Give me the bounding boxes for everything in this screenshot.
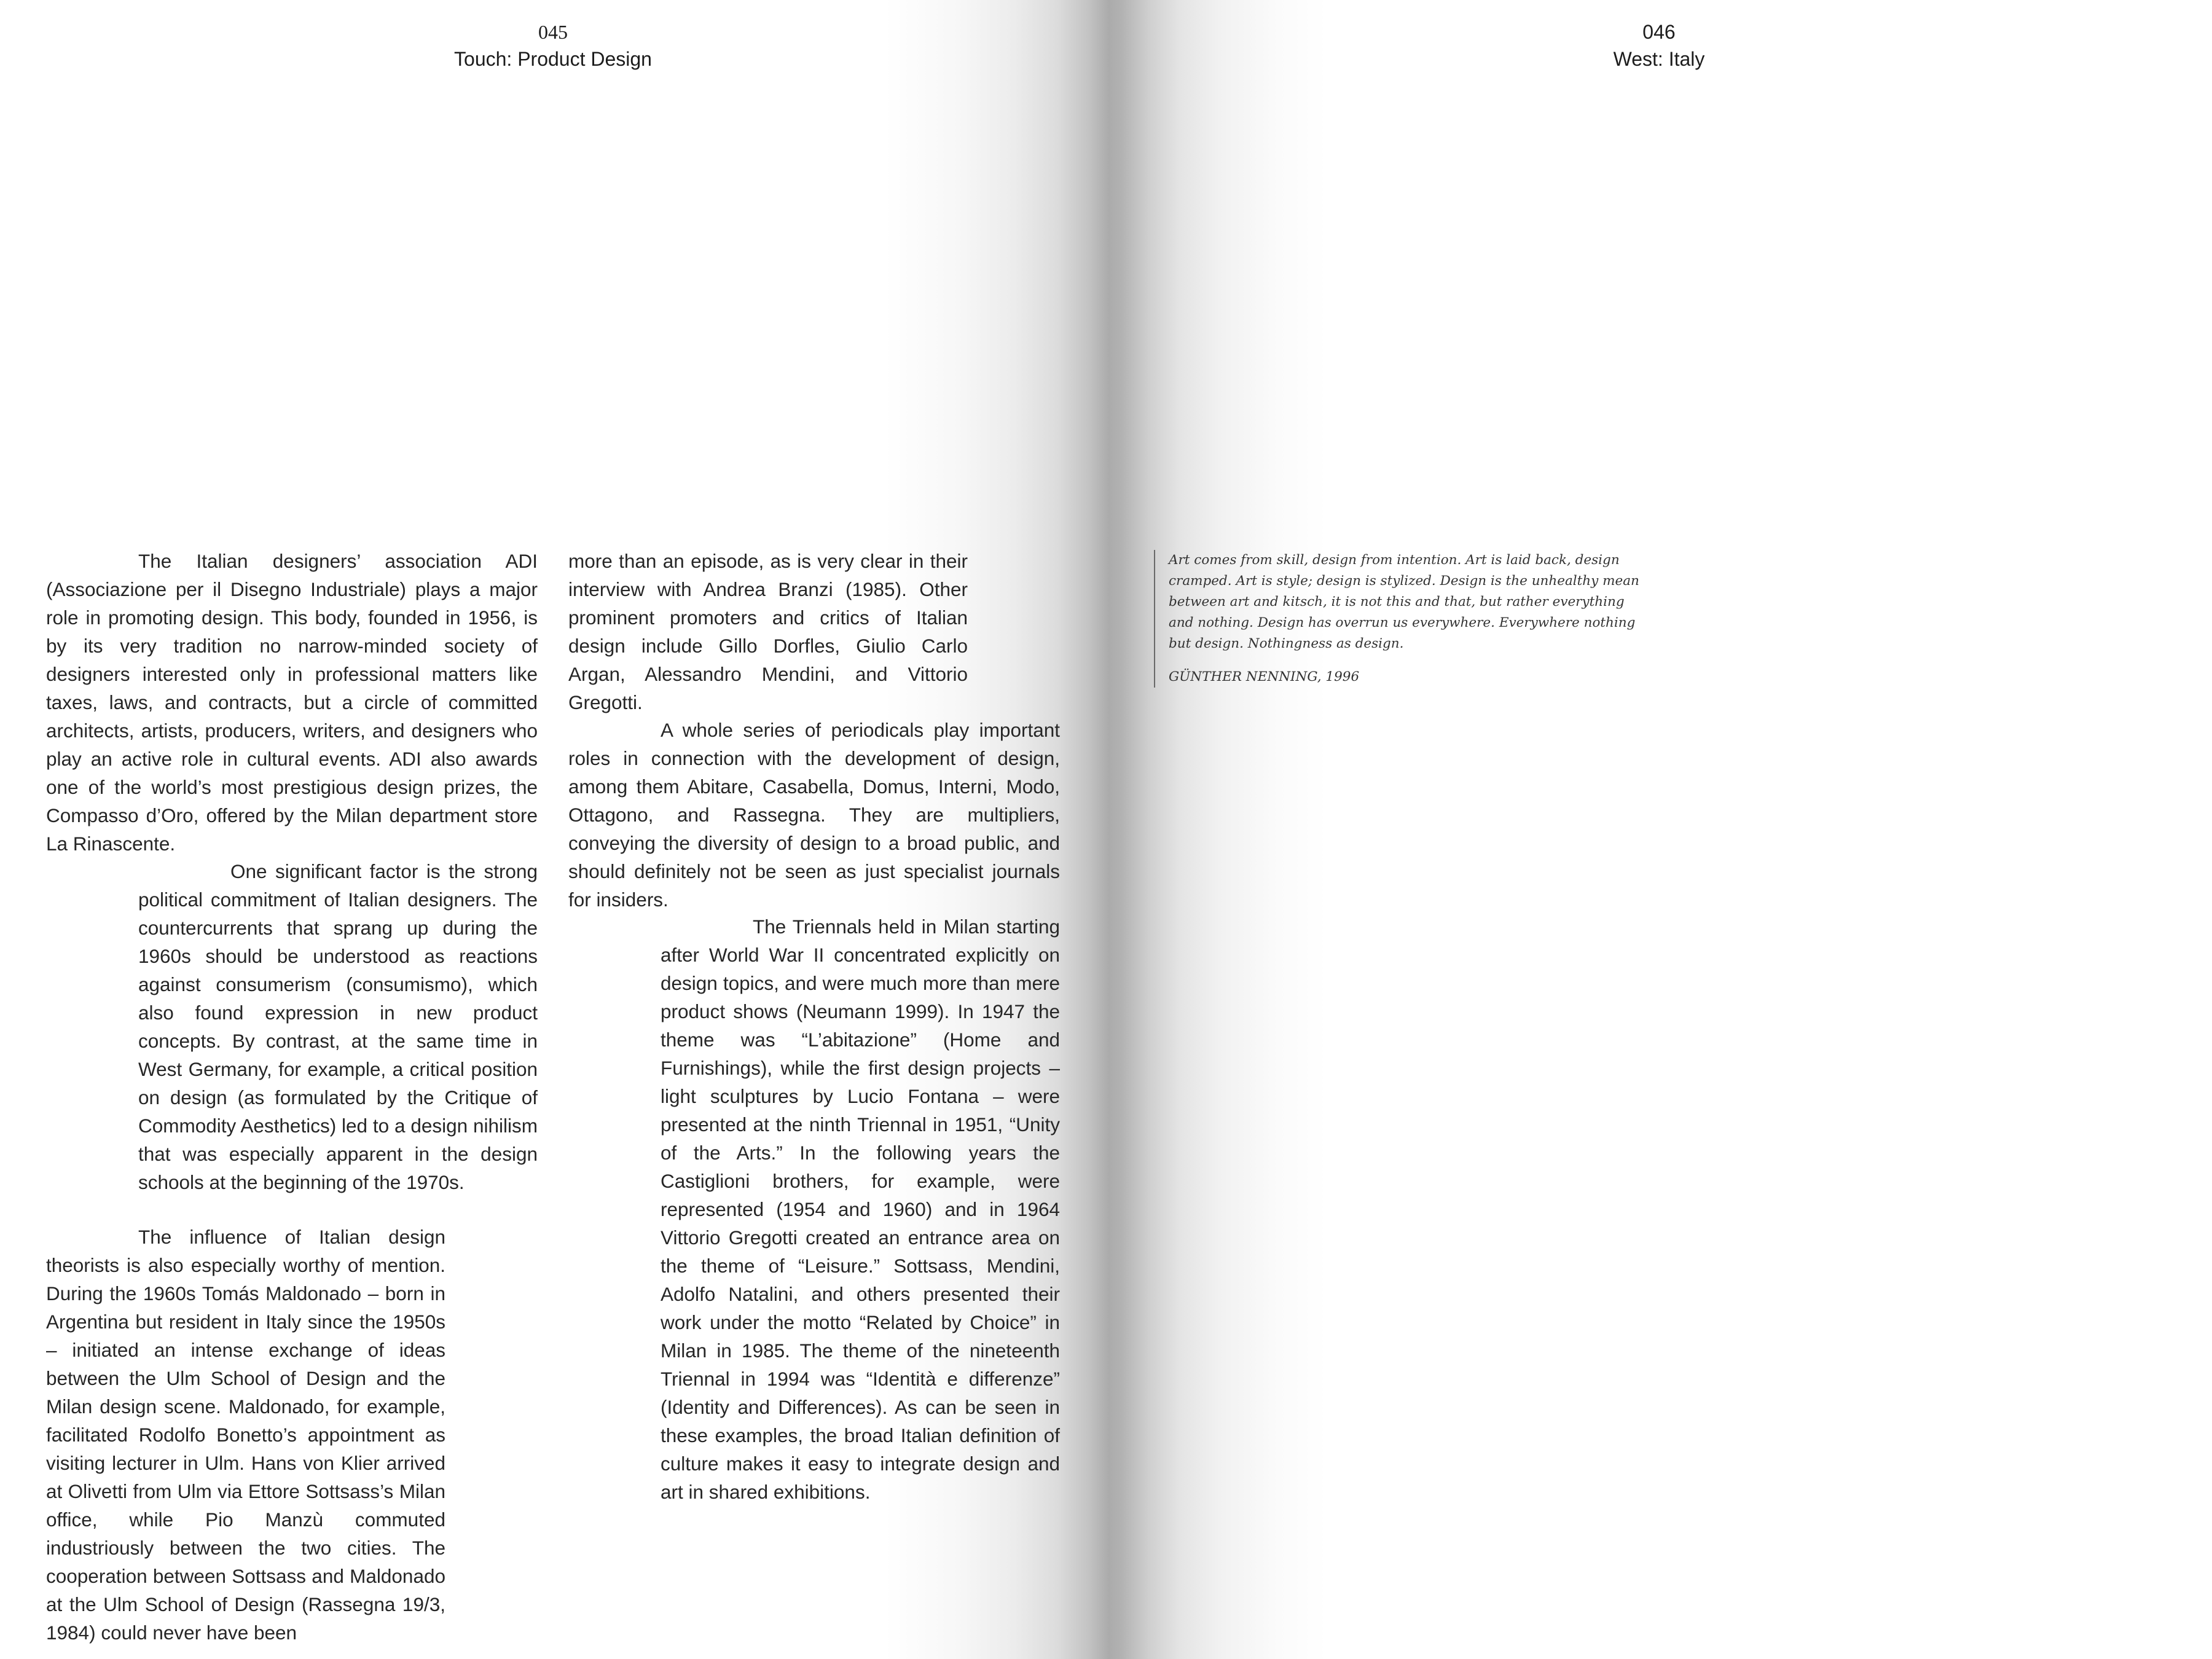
right-page-header	[1475, 18, 1843, 73]
body-paragraph: A whole series of periodicals play important roles in connection with the development of design, among them Abitare, Casabella, Domus, Interni, Modo, Ottagono, and Rassegna. They are multipliers, conveying the diversity of design to a broad public, and should definitely not be seen as just specialist journals for insiders.	[568, 719, 1060, 911]
right-page	[1106, 0, 2212, 1659]
left-page-header	[369, 18, 737, 73]
body-paragraph: One significant factor is the strong political commitment of Italian designers. The countercurrents that sprang up during the 1960s should be understood as reactions against consumerism (consumismo), which also found expression in new product concepts. By contrast, at the same time in West Germany, for example, a critical position on design (as formulated by the Critique of Commodity Aesthetics) led to a design nihilism that was especially apparent in the design schools at the beginning of the 1970s.	[138, 860, 538, 1193]
page-number: 045	[538, 21, 568, 43]
body-paragraph: The Italian designers’ association ADI (Associazione per il Disegno Industriale) plays a major role in promoting design. This body, founded in 1956, is by its very tradition no narrow-minded society of designers interested only in professional matters like taxes, laws, and contracts, but a circle of committed architects, artists, producers, writers, and designers who play an active role in cultural events. ADI also awards one of the world’s most prestigious design prizes, the Compasso d’Oro, offered by the Milan department store La Rinascente.	[46, 550, 538, 855]
quote-attribution: GÜNTHER NENNING, 1996	[1169, 669, 1360, 684]
page-number: 046	[1642, 21, 1676, 43]
section-title: West: Italy	[1613, 48, 1705, 70]
section-title: Touch: Product Design	[454, 48, 652, 70]
body-paragraph: The Triennals held in Milan starting after World War II concentrated explicitly on design topics, and were much more than mere product shows (Neumann 1999). In 1947 the theme was “L’abitazione” (Home and Furnishings), while the first design projects – light sculptures by Lucio Fontana – were presented at the ninth Triennal in 1951, “Unity of the Arts.” In the following years the Castiglioni brothers, for example, were represented (1954 and 1960) and in 1964 Vittorio Gregotti created an entrance area on the theme of “Leisure.” Sottsass, Mendini, Adolfo Natalini, and others presented their work under the motto “Related by Choice” in Milan in 1985. The theme of the nineteenth Triennal in 1994 was “Identità e differenze” (Identity and Differences). As can be seen in these examples, the broad Italian definition of culture makes it easy to integrate design and art in shared exhibitions.	[661, 916, 1060, 1503]
quote-text: Art comes from skill, design from intention. Art is laid back, design cramped. Art is style; design is stylized. Design is the unhealthy mean between art and kitsch, it is not this and that, but rather everything and nothing. Design has overrun us everywhere. Everywhere nothing but design. Nothingness as design.	[1169, 552, 1639, 651]
body-paragraph: The influence of Italian design theorists is also especially worthy of mention. During the 1960s Tomás Maldonado – born in Argentina but resident in Italy since the 1950s – initiated an intense exchange of ideas between the Ulm School of Design and the Milan design scene. Maldonado, for example, facilitated Rodolfo Bonetto’s appointment as visiting lecturer in Ulm. Hans von Klier arrived at Olivetti from Ulm via Ettore Sottsass’s Milan office, while Pio Manzù commuted industriously between the two cities. The cooperation between Sottsass and Maldonado at the Ulm School of Design (Rassegna 19/3, 1984) could never have been	[46, 1226, 445, 1644]
body-paragraph: more than an episode, as is very clear in their interview with Andrea Branzi (1985). Other prominent promoters and critics of Italian design include Gillo Dorfles, Giulio Carlo Argan, Alessandro Mendini, and Vittorio Gregotti.	[568, 550, 968, 713]
pull-quote	[1154, 550, 1642, 688]
